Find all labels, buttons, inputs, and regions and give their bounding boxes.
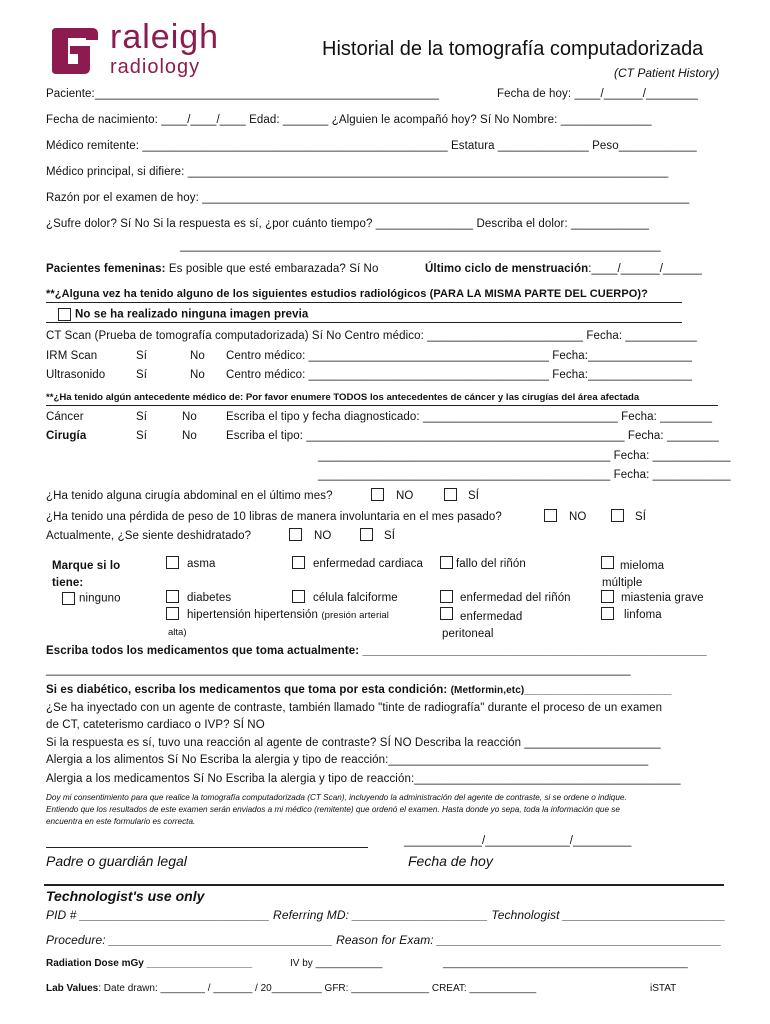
- istat-label: iSTAT: [650, 983, 677, 994]
- referring-line[interactable]: Médico remitente: _______________________________________________ Estatura ______________ Peso____________: [46, 140, 697, 152]
- contrast-question-1: ¿Se ha inyectado con un agente de contraste, también llamado "tinte de radiografía" durante el proceso de un examen: [46, 702, 663, 714]
- condition-none[interactable]: ninguno: [62, 592, 121, 605]
- consent-text-2: Entiendo que los resultados de este examen serán enviados a mi médico (remitente) que ordenó el examen. Hasta donde yo sepa, toda la información que se: [46, 805, 620, 814]
- myasthenia-checkbox[interactable]: [601, 590, 614, 603]
- consent-text-1: Doy mi consentimiento para que realice la tomografía computadorizada (CT Scan), incluyendo la administración del agente de contraste, si se ordene o indique.: [46, 793, 627, 802]
- female-question[interactable]: Es posible que esté embarazada? Sí No: [168, 263, 379, 275]
- no-imaging-checkbox[interactable]: [58, 308, 71, 321]
- surgery-si[interactable]: Sí: [136, 430, 148, 442]
- dehydrated-si-checkbox[interactable]: [360, 528, 373, 541]
- us-center[interactable]: Centro médico: _____________________________________ Fecha:________________: [226, 369, 693, 381]
- pain-line[interactable]: ¿Sufre dolor? Sí No Si la respuesta es sí, ¿por cuánto tiempo? _______________ Describa el dolor: ____________: [46, 218, 649, 230]
- dehydrated-si-label: SÍ: [384, 530, 396, 542]
- divider: [46, 302, 682, 303]
- cancer-si[interactable]: Sí: [136, 411, 148, 423]
- logo-sub: radiology: [110, 56, 201, 78]
- dehydrated-no-checkbox[interactable]: [289, 528, 302, 541]
- irm-label: IRM Scan: [46, 350, 98, 362]
- condition-myeloma: mieloma múltiple: [602, 560, 665, 589]
- lab-line[interactable]: Lab Values: Date drawn: ________ / _______ / 20_________ GFR: ______________ CREAT: ____________: [46, 983, 537, 994]
- none-checkbox[interactable]: [62, 592, 75, 605]
- reaction-line[interactable]: Si la respuesta es sí, tuvo una reacción al agente de contraste? SÍ NO Describa la reacción _____________________: [46, 737, 661, 749]
- weight-no-checkbox[interactable]: [544, 509, 557, 522]
- signature-date-line[interactable]: ____________/_____________/_________: [404, 835, 632, 847]
- condition-heart: enfermedad cardiaca: [313, 558, 423, 570]
- us-si[interactable]: Sí: [136, 369, 148, 381]
- meds-line-2[interactable]: __________________________________________________________________________________________: [46, 664, 631, 676]
- logo-mark-icon: [48, 24, 104, 78]
- condition-hypertension-alta: alta): [168, 627, 187, 638]
- irm-center[interactable]: Centro médico: _____________________________________ Fecha:________________: [226, 350, 693, 362]
- kidney-failure-checkbox[interactable]: [440, 556, 453, 569]
- diabetes-meds-line[interactable]: Si es diabético, escriba los medicamentos que toma por esta condición: (Metformin,etc)__________________________: [46, 684, 672, 696]
- condition-diabetes: diabetes: [187, 592, 232, 604]
- guardian-label: Padre o guardián legal: [46, 853, 187, 869]
- condition-kidney-disease: enfermedad del riñón: [460, 592, 571, 604]
- food-allergy-line[interactable]: Alergia a los alimentos Sí No Escriba la alergia y tipo de reacción:________________________________________: [46, 754, 649, 766]
- cancer-no[interactable]: No: [182, 411, 197, 423]
- weight-si-checkbox[interactable]: [611, 509, 624, 522]
- condition-peritoneal: enfermedad peritoneal: [442, 611, 523, 640]
- primary-line[interactable]: Médico principal, si difiere: __________________________________________________________________________: [46, 166, 669, 178]
- today-date-label: Fecha de hoy: [408, 853, 493, 869]
- studies-question: **¿Alguna vez ha tenido alguno de los siguientes estudios radiológicos (PARA LA MISMA PARTE DEL CUERPO)?: [46, 288, 649, 300]
- logo: [48, 18, 253, 82]
- weight-no-label: NO: [569, 511, 587, 523]
- condition-lymphoma: linfoma: [624, 609, 662, 621]
- page-title: Historial de la tomografía computadorizada: [322, 38, 704, 60]
- dob-line[interactable]: Fecha de nacimiento: ____/____/____ Edad: _______ ¿Alguien le acompañó hoy? Sí No Nombre: ______________: [46, 114, 652, 126]
- lymphoma-checkbox[interactable]: [601, 607, 614, 620]
- us-label: Ultrasonido: [46, 369, 106, 381]
- us-no[interactable]: No: [190, 369, 205, 381]
- sickle-checkbox[interactable]: [292, 590, 305, 603]
- abdominal-no-checkbox[interactable]: [371, 488, 384, 501]
- dehydrated-question: Actualmente, ¿Se siente deshidratado?: [46, 530, 252, 542]
- reason-line[interactable]: Razón por el examen de hoy: ___________________________________________________________________________: [46, 192, 690, 204]
- procedure-line[interactable]: Procedure: _________________________________ Reason for Exam: __________________________________________: [46, 933, 722, 947]
- consent-text-3: encuentra en este formulario es correcta.: [46, 817, 196, 826]
- contrast-question-2[interactable]: de CT, cateterismo cardiaco o IVP? SÍ NO: [46, 719, 265, 731]
- condition-kidney-failure: fallo del riñón: [456, 558, 526, 570]
- kidney-disease-checkbox[interactable]: [440, 590, 453, 603]
- page-subtitle: (CT Patient History): [614, 66, 720, 80]
- menstruation-label: Último ciclo de menstruación: [425, 263, 589, 275]
- dose-line[interactable]: Radiation Dose mGy ___________________: [46, 958, 253, 969]
- condition-sickle: célula falciforme: [313, 592, 398, 604]
- hypertension-checkbox[interactable]: [166, 607, 179, 620]
- condition-asma: asma: [187, 558, 216, 570]
- abdominal-no-label: NO: [396, 490, 414, 502]
- condition-myasthenia: miastenia grave: [621, 592, 704, 604]
- guardian-signature-line[interactable]: [46, 847, 368, 848]
- ct-line[interactable]: CT Scan (Prueba de tomografía computadorizada) Sí No Centro médico: ________________________ Fecha: ___________: [46, 330, 697, 342]
- abdominal-question: ¿Ha tenido alguna cirugía abdominal en el último mes?: [46, 490, 333, 502]
- menstruation-value[interactable]: :____/______/______: [588, 263, 703, 275]
- pid-line[interactable]: PID # ____________________________ Referring MD: ____________________ Technologist ________________________: [46, 908, 726, 922]
- patient-line[interactable]: Paciente:_____________________________________________________: [46, 88, 440, 100]
- mark-label: Marque si lo tiene:: [52, 560, 121, 589]
- surgery-line[interactable]: Escriba el tipo: _________________________________________________ Fecha: ________: [226, 430, 719, 442]
- dose-blank-line[interactable]: ____________________________________________: [443, 958, 688, 969]
- diabetes-checkbox[interactable]: [166, 590, 179, 603]
- med-allergy-line[interactable]: Alergia a los medicamentos Sí No Escriba la alergia y tipo de reacción:_________________________________________: [46, 773, 681, 785]
- meds-question[interactable]: Escriba todos los medicamentos que toma actualmente: _____________________________________________________: [46, 645, 707, 657]
- menstruation-line[interactable]: [425, 263, 702, 275]
- heart-checkbox[interactable]: [292, 556, 305, 569]
- asma-checkbox[interactable]: [166, 556, 179, 569]
- abdominal-si-label: SÍ: [468, 490, 480, 502]
- irm-no[interactable]: No: [190, 350, 205, 362]
- surgery-no[interactable]: No: [182, 430, 197, 442]
- surgery-extra-line[interactable]: _____________________________________________ Fecha: ____________: [318, 450, 731, 462]
- female-label: Pacientes femeninas:: [46, 263, 166, 275]
- cancer-label: Cáncer: [46, 411, 84, 423]
- surgery-label: Cirugía: [46, 430, 87, 442]
- divider: [46, 322, 682, 323]
- cancer-question: **¿Ha tenido algún antecedente médico de: Por favor enumere TODOS los antecedentes de cáncer y las cirugías del área afectada: [46, 392, 640, 403]
- cancer-line[interactable]: Escriba el tipo y fecha diagnosticado: ______________________________ Fecha: ________: [226, 411, 713, 423]
- weight-question: ¿Ha tenido una pérdida de peso de 10 libras de manera involuntaria en el mes pasado?: [46, 511, 502, 523]
- pain-line-2[interactable]: __________________________________________________________________________: [180, 240, 661, 252]
- tech-title: Technologist's use only: [46, 888, 205, 904]
- condition-hypertension: hipertensión hipertensión (presión arterial: [187, 609, 390, 621]
- dehydrated-no-label: NO: [314, 530, 332, 542]
- tech-divider: [44, 884, 724, 886]
- no-imaging-option[interactable]: No se ha realizado ninguna imagen previa: [58, 308, 308, 321]
- female-line: [46, 263, 378, 275]
- logo-name: raleigh: [110, 18, 220, 56]
- iv-line[interactable]: IV by ____________: [290, 958, 383, 969]
- divider: [46, 405, 718, 406]
- today-line[interactable]: Fecha de hoy: ____/______/________: [497, 88, 698, 100]
- abdominal-si-checkbox[interactable]: [444, 488, 457, 501]
- weight-si-label: SÍ: [635, 511, 647, 523]
- surgery-extra-line[interactable]: _____________________________________________ Fecha: ____________: [318, 469, 731, 481]
- irm-si[interactable]: Sí: [136, 350, 148, 362]
